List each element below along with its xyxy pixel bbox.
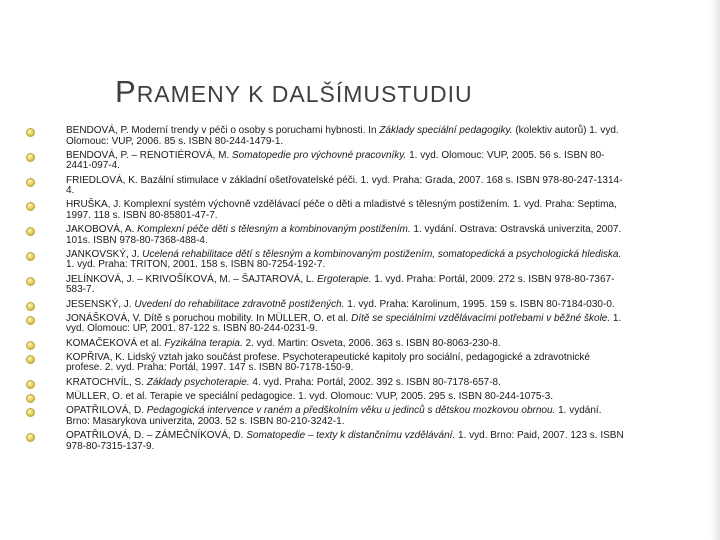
bullet-icon bbox=[26, 252, 35, 261]
reference-item bbox=[26, 431, 626, 452]
title-rest: RAMENY K DALŠÍMUSTUDIU bbox=[136, 81, 473, 107]
reference-item bbox=[26, 378, 626, 389]
reference-text: 1. vydání. Brno: Masarykova univerzita, 2003. 52 s. ISBN 80-210-3242-1. bbox=[66, 405, 602, 427]
edge-shadow bbox=[710, 0, 720, 540]
bullet-icon bbox=[26, 277, 35, 286]
reference-item bbox=[26, 200, 626, 221]
bullet-icon bbox=[26, 202, 35, 211]
reference-text: FRIEDLOVÁ, K. Bazální stimulace v základní ošetřovatelské péči. 1. vyd. Praha: Grada, 2007. 168 s. ISBN 978-80-247-1314-4. bbox=[66, 174, 623, 197]
reference-text: 1. vyd. Praha: Portál, 2009. 272 s. ISBN 978-80-7367-583-7. bbox=[66, 273, 615, 296]
reference-text: KOPŘIVA, K. Lidský vztah jako součást profese. Psychoterapeutické kapitoly pro sociální, pedagogické a zdravotnické profese. 2. vyd. Praha: Portál, 1997. 147 s. ISBN 80-7178-150-9. bbox=[66, 351, 590, 374]
reference-title: Základy psychoterapie. bbox=[146, 376, 250, 388]
reference-text: MÜLLER, O. et al. Terapie ve speciální pedagogice. 1. vyd. Olomouc: VUP, 2005. 295 s. ISBN 80-244-1075-3. bbox=[66, 391, 554, 403]
reference-item bbox=[26, 300, 626, 311]
bullet-icon bbox=[26, 128, 35, 137]
reference-title: Ucelená rehabilitace dětí s tělesným a kombinovaným postižením, somatopedická a psychologická hlediska. bbox=[142, 248, 622, 260]
bullet-icon bbox=[26, 341, 35, 350]
reference-text: JONÁŠKOVÁ, V. Dítě s poruchou mobility. In MÜLLER, O. et al. bbox=[66, 312, 352, 324]
reference-text: 1. vyd. Olomouc: VUP, 2005. 56 s. ISBN 80-2441-097-4. bbox=[66, 149, 605, 172]
bullet-icon bbox=[26, 227, 35, 236]
reference-text: BENDOVÁ, P. Moderní trendy v péči o osoby s poruchami hybnosti. In bbox=[66, 125, 380, 136]
reference-text: OPATŘILOVÁ, D. bbox=[66, 405, 147, 417]
reference-text: JELÍNKOVÁ, J. – KRIVOŠÍKOVÁ, M. – ŠAJTAROVÁ, L. bbox=[66, 273, 318, 285]
reference-item bbox=[26, 176, 626, 197]
reference-title: Somatopedie – texty k distančnímu vzdělávání. bbox=[246, 430, 456, 442]
reference-item bbox=[26, 225, 626, 246]
bullet-icon bbox=[26, 178, 35, 187]
reference-text: (kolektiv autorů) 1. vyd. Olomouc: VUP, 2006. 85 s. ISBN 80-244-1479-1. bbox=[66, 125, 619, 147]
reference-text: 1. vydání. Ostrava: Ostravská univerzita, 2007. 101s. ISBN 978-80-7368-488-4. bbox=[66, 224, 622, 246]
title-initial: P bbox=[115, 74, 137, 109]
bullet-icon bbox=[26, 394, 35, 403]
reference-item bbox=[26, 353, 626, 374]
reference-text: JAKOBOVÁ, A. bbox=[66, 224, 138, 236]
reference-text: JESENSKÝ, J. bbox=[66, 298, 135, 310]
reference-item bbox=[26, 151, 626, 172]
reference-item bbox=[26, 392, 626, 403]
reference-title: Uvedení do rehabilitace zdravotně postižených. bbox=[134, 298, 345, 310]
reference-text: KOMAČEKOVÁ et al. bbox=[66, 337, 165, 349]
reference-item bbox=[26, 250, 626, 271]
bullet-icon bbox=[26, 433, 35, 442]
bullet-icon bbox=[26, 355, 35, 364]
reference-title: Pedagogická intervence v raném a předškolním věku u jedinců s dětskou mozkovou obrnou. bbox=[146, 405, 556, 417]
reference-title: Somatopedie pro výchovné pracovníky. bbox=[231, 149, 407, 161]
reference-text: OPATŘILOVÁ, D. – ZÁMEČNÍKOVÁ, D. bbox=[66, 430, 247, 442]
reference-item bbox=[26, 339, 626, 350]
bullet-icon bbox=[26, 408, 35, 417]
bullet-icon bbox=[26, 380, 35, 389]
bullet-icon bbox=[26, 302, 35, 311]
reference-text: 4. vyd. Praha: Portál, 2002. 392 s. ISBN 80-7178-657-8. bbox=[249, 376, 501, 388]
reference-item bbox=[26, 406, 626, 427]
bullet-icon bbox=[26, 316, 35, 325]
page-title bbox=[115, 74, 675, 114]
reference-text: HRUŠKA, J. Komplexní systém výchovně vzdělávací péče o děti a mladistvé s tělesným postižením. 1. vyd. Praha: Septima, 1997. 118 s. ISBN 80-85801-47-7. bbox=[66, 199, 617, 221]
reference-title: Fyzikálna terapia. bbox=[164, 337, 243, 349]
reference-text: BENDOVÁ, P. – RENOTIÉROVÁ, M. bbox=[66, 149, 232, 161]
reference-text: 1. vyd. Brno: Paid, 2007. 123 s. ISBN 978-80-7315-137-9. bbox=[66, 430, 624, 452]
reference-title: Ergoterapie. bbox=[317, 273, 372, 285]
reference-text: JANKOVSKÝ, J. bbox=[66, 248, 143, 260]
reference-text: 1. vyd. Praha: Karolinum, 1995. 159 s. ISBN 80-7184-030-0. bbox=[344, 298, 615, 310]
reference-title: Komplexní péče děti s tělesným a kombinovaným postižením. bbox=[137, 224, 411, 236]
bullet-icon bbox=[26, 153, 35, 162]
reference-text: KRATOCHVÍL, S. bbox=[66, 376, 147, 388]
reference-list bbox=[26, 126, 626, 456]
reference-item bbox=[26, 314, 626, 335]
reference-title: Dítě se speciálními vzdělávacími potřebami v běžné škole. bbox=[351, 312, 611, 324]
reference-text: 1. vyd. Praha: TRITON, 2001. 158 s. ISBN 80-7254-192-7. bbox=[66, 259, 326, 271]
reference-item bbox=[26, 275, 626, 296]
reference-item bbox=[26, 126, 626, 147]
reference-text: 2. vyd. Martin: Osveta, 2006. 363 s. ISBN 80-8063-230-8. bbox=[242, 337, 501, 349]
reference-text: 1. vyd. Olomouc: UP, 2001. 87-122 s. ISBN 80-244-0231-9. bbox=[66, 312, 622, 335]
reference-title: Základy speciální pedagogiky. bbox=[379, 125, 513, 136]
